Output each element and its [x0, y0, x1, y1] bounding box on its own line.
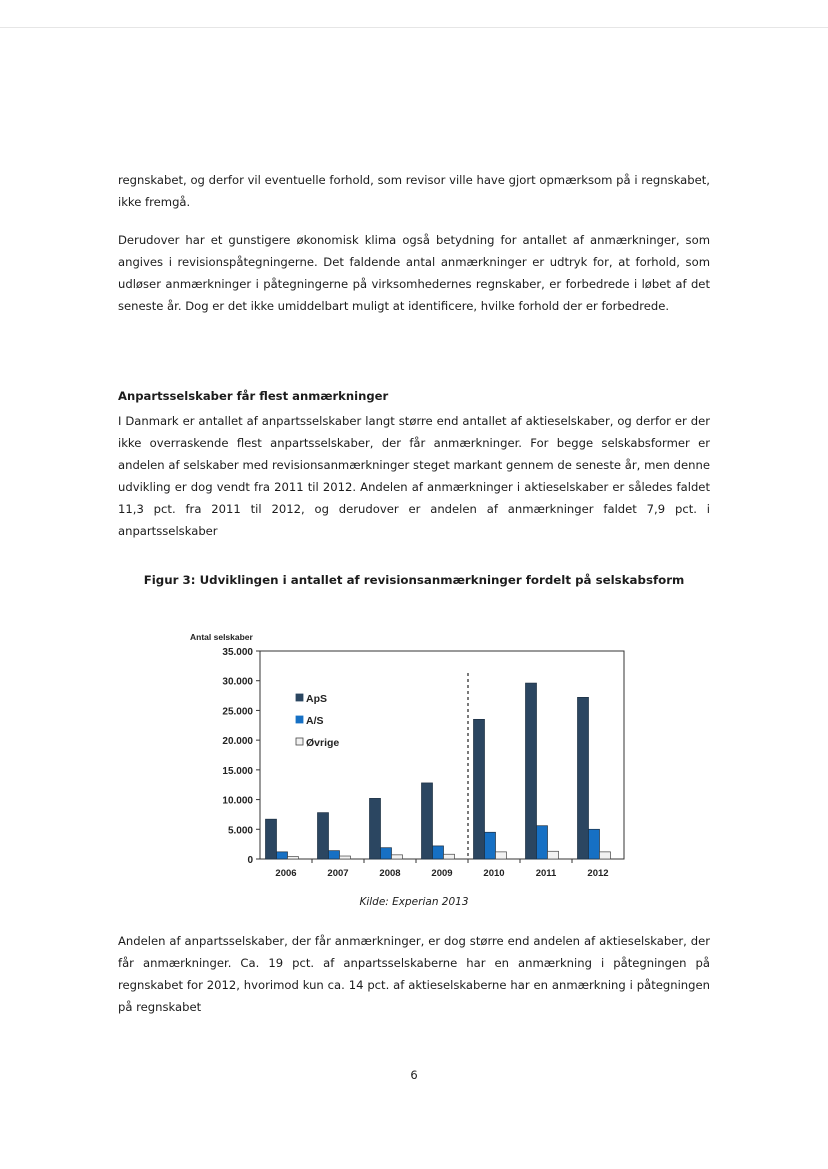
y-tick-label: 5.000: [227, 825, 253, 837]
x-tick-label: 2011: [535, 868, 557, 879]
bar-as-2007: [329, 851, 340, 859]
section-heading: Anpartsselskaber får flest anmærkninger: [118, 389, 389, 403]
x-tick-label: 2008: [379, 868, 401, 879]
paragraph-3: I Danmark er antallet af anpartsselskaber langt større end antallet af aktieselskaber, og derfor er der ikke overraskende flest anpartsselskaber, der får anmærkninger. For begge selskabsformer er andelen af selskaber med revisionsanmærkninger steget markant gennem de seneste år, men denne udvikling er dog vendt fra 2011 til 2012. Andelen af anmærkninger i aktieselskaber er således faldet 11,3 pct. fra 2011 til 2012, og derudover er andelen af anmærkninger faldet 7,9 pct. i anpartsselskaber: [118, 414, 710, 538]
y-axis-label: Antal selskaber: [190, 632, 253, 642]
x-tick-label: 2010: [483, 868, 505, 879]
legend-swatch-1: [296, 716, 303, 723]
bar-aps-2011: [526, 683, 537, 859]
bar-as-2012: [589, 829, 600, 859]
y-tick-label: 20.000: [222, 736, 253, 748]
y-tick-label: 15.000: [222, 765, 253, 777]
bar-vrige-2011: [548, 851, 559, 859]
bar-vrige-2009: [444, 854, 455, 859]
plot-frame: [260, 651, 624, 859]
bar-as-2011: [537, 826, 548, 859]
paragraph-2: Derudover har et gunstigere økonomisk klima også betydning for antallet af anmærkninger, som angives i revisionspåtegningerne. Det faldende antal anmærkninger er udtryk for, at forhold, som udløser anmærkninger i påtegningerne på virksomhedernes regnskaber, er forbedrede i løbet af det seneste år. Dog er det ikke umiddelbart muligt at identificere, hvilke forhold der er forbedrede.: [118, 233, 710, 313]
bar-aps-2006: [266, 819, 277, 859]
bar-vrige-2006: [288, 857, 299, 859]
bar-chart: [180, 628, 640, 888]
bar-aps-2012: [578, 697, 589, 859]
x-tick-label: 2012: [587, 868, 609, 879]
legend-label: Øvrige: [306, 737, 340, 749]
x-tick-label: 2009: [431, 868, 453, 879]
figure-title: Figur 3: Udviklingen i antallet af revisionsanmærkninger fordelt på selskabsform: [143, 573, 685, 587]
legend-label: ApS: [306, 693, 327, 705]
bar-as-2010: [485, 832, 496, 859]
y-tick-label: 35.000: [222, 647, 253, 658]
paragraph-1: regnskabet, og derfor vil eventuelle forhold, som revisor ville have gjort opmærksom på i regnskabet, ikke fremgå.: [118, 173, 710, 209]
y-tick-label: 10.000: [222, 795, 253, 807]
bar-vrige-2010: [496, 852, 507, 859]
legend-swatch-0: [296, 694, 303, 701]
y-tick-label: 0: [247, 855, 253, 866]
header-rule: [0, 27, 828, 28]
legend-label: A/S: [306, 715, 324, 727]
bar-vrige-2007: [340, 856, 351, 859]
paragraph-4: Andelen af anpartsselskaber, der får anmærkninger, er dog større end andelen af aktieselskaber, der får anmærkninger. Ca. 19 pct. af anpartsselskaberne har en anmærkning i påtegningen på regnskabet for 2012, hvorimod kun ca. 14 pct. af aktieselskaberne har en anmærkning i påtegningen på regnskabet: [118, 934, 710, 1014]
bar-aps-2008: [370, 798, 381, 859]
x-tick-label: 2006: [275, 868, 297, 879]
y-tick-label: 25.000: [222, 706, 253, 718]
bar-aps-2009: [422, 783, 433, 859]
figure-source: Kilde: Experian 2013: [359, 896, 469, 908]
x-tick-label: 2007: [327, 868, 349, 879]
y-tick-label: 30.000: [222, 676, 253, 688]
bar-as-2009: [433, 846, 444, 859]
legend-swatch-2: [296, 738, 303, 745]
bar-aps-2010: [474, 719, 485, 859]
bar-aps-2007: [318, 813, 329, 859]
bar-as-2008: [381, 848, 392, 859]
bar-vrige-2008: [392, 855, 403, 859]
bar-as-2006: [277, 852, 288, 859]
bar-vrige-2012: [600, 852, 611, 859]
page-number: 6: [410, 1068, 418, 1082]
